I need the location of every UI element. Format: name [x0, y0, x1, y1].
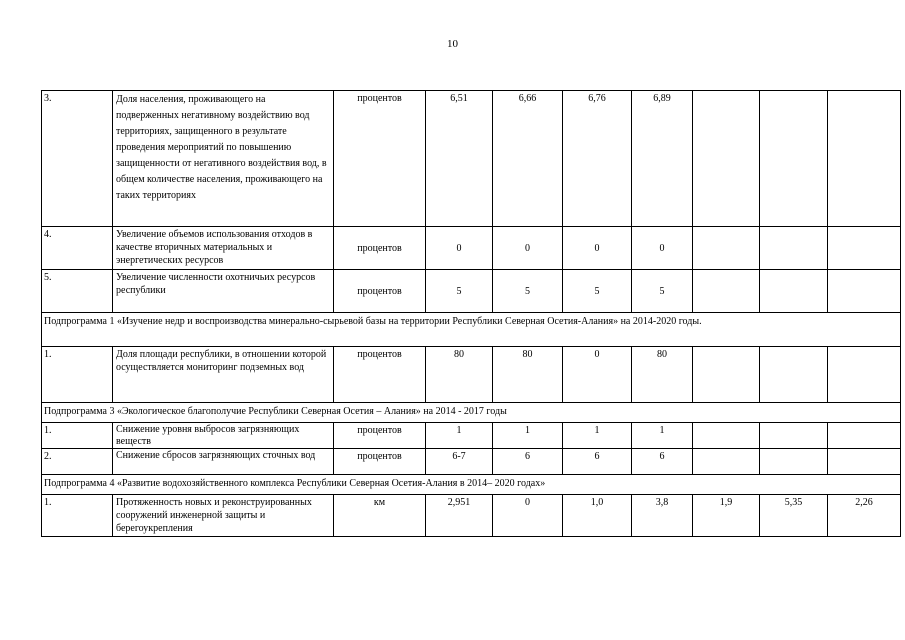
value-cell: 5,35 — [760, 495, 828, 537]
value-cell: 1 — [563, 423, 632, 449]
subprogram-row — [42, 475, 901, 495]
value-cell: 1 — [493, 423, 563, 449]
value-cell: 6 — [632, 449, 693, 475]
table-row — [42, 495, 901, 537]
table-row — [42, 423, 901, 449]
row-number: 1. — [42, 347, 113, 403]
value-cell: 1,9 — [693, 495, 760, 537]
row-number: 5. — [42, 270, 113, 313]
value-cell: 80 — [426, 347, 493, 403]
value-cell — [693, 347, 760, 403]
row-number: 1. — [42, 495, 113, 537]
value-cell: 6 — [563, 449, 632, 475]
value-cell: 2,26 — [828, 495, 901, 537]
value-cell: 0 — [426, 227, 493, 270]
value-cell: 5 — [493, 270, 563, 313]
value-cell — [828, 91, 901, 227]
value-cell: 1,0 — [563, 495, 632, 537]
value-cell — [760, 227, 828, 270]
page-number: 10 — [447, 38, 458, 50]
table-row — [42, 347, 901, 403]
unit-cell: процентов — [334, 91, 426, 227]
value-cell — [760, 449, 828, 475]
value-cell: 0 — [563, 227, 632, 270]
value-cell — [693, 449, 760, 475]
value-cell — [693, 270, 760, 313]
unit-cell: процентов — [334, 227, 426, 270]
unit-cell: км — [334, 495, 426, 537]
subprogram-title: Подпрограмма 3 «Экологическое благополучие Республики Северная Осетия – Алания» на 2014 - 2017 годы — [42, 403, 901, 423]
indicator-name: Протяженность новых и реконструированных сооружений инженерной защиты и берегоукрепления — [113, 495, 334, 537]
table-row — [42, 449, 901, 475]
value-cell: 3,8 — [632, 495, 693, 537]
value-cell: 6,76 — [563, 91, 632, 227]
value-cell — [693, 91, 760, 227]
value-cell: 80 — [632, 347, 693, 403]
unit-cell: процентов — [334, 423, 426, 449]
value-cell — [693, 423, 760, 449]
value-cell: 0 — [632, 227, 693, 270]
value-cell: 6,66 — [493, 91, 563, 227]
value-cell: 2,951 — [426, 495, 493, 537]
indicator-name: Увеличение объемов использования отходов в качестве вторичных материальных и энергетических ресурсов — [113, 227, 334, 270]
table-row — [42, 270, 901, 313]
table-row — [42, 91, 901, 227]
value-cell: 6,89 — [632, 91, 693, 227]
value-cell: 0 — [563, 347, 632, 403]
subprogram-title: Подпрограмма 1 «Изучение недр и воспроизводства минерально-сырьевой базы на территории Республики Северная Осетия-Алания» на 2014-2020 годы. — [42, 313, 901, 347]
row-number: 3. — [42, 91, 113, 227]
indicator-name: Доля населения, проживающего на подверженных негативному воздействию вод территориях, защищенного в результате проведения мероприятий по повышению защищенности от негативного воздействия вод, в общем количестве населения, проживающего на таких территориях — [113, 91, 334, 227]
value-cell — [828, 227, 901, 270]
value-cell — [760, 423, 828, 449]
value-cell: 80 — [493, 347, 563, 403]
indicator-name: Увеличение численности охотничьих ресурсов республики — [113, 270, 334, 313]
indicator-name: Доля площади республики, в отношении которой осуществляется мониторинг подземных вод — [113, 347, 334, 403]
value-cell: 5 — [632, 270, 693, 313]
unit-cell: процентов — [334, 449, 426, 475]
row-number: 4. — [42, 227, 113, 270]
indicator-name: Снижение сбросов загрязняющих сточных вод — [113, 449, 334, 475]
value-cell — [828, 270, 901, 313]
value-cell: 6,51 — [426, 91, 493, 227]
value-cell: 0 — [493, 227, 563, 270]
value-cell — [828, 347, 901, 403]
subprogram-row — [42, 403, 901, 423]
value-cell — [828, 423, 901, 449]
indicators-table — [41, 90, 901, 537]
indicator-name: Снижение уровня выбросов загрязняющих веществ — [113, 423, 334, 449]
table-row — [42, 227, 901, 270]
unit-cell: процентов — [334, 347, 426, 403]
value-cell — [828, 449, 901, 475]
value-cell — [760, 270, 828, 313]
value-cell — [760, 91, 828, 227]
subprogram-row — [42, 313, 901, 347]
value-cell: 0 — [493, 495, 563, 537]
unit-cell: процентов — [334, 270, 426, 313]
value-cell — [760, 347, 828, 403]
value-cell: 6-7 — [426, 449, 493, 475]
value-cell — [693, 227, 760, 270]
value-cell: 1 — [632, 423, 693, 449]
value-cell: 1 — [426, 423, 493, 449]
value-cell: 5 — [563, 270, 632, 313]
value-cell: 6 — [493, 449, 563, 475]
subprogram-title: Подпрограмма 4 «Развитие водохозяйственного комплекса Республики Северная Осетия-Алания в 2014– 2020 годах» — [42, 475, 901, 495]
row-number: 2. — [42, 449, 113, 475]
value-cell: 5 — [426, 270, 493, 313]
row-number: 1. — [42, 423, 113, 449]
